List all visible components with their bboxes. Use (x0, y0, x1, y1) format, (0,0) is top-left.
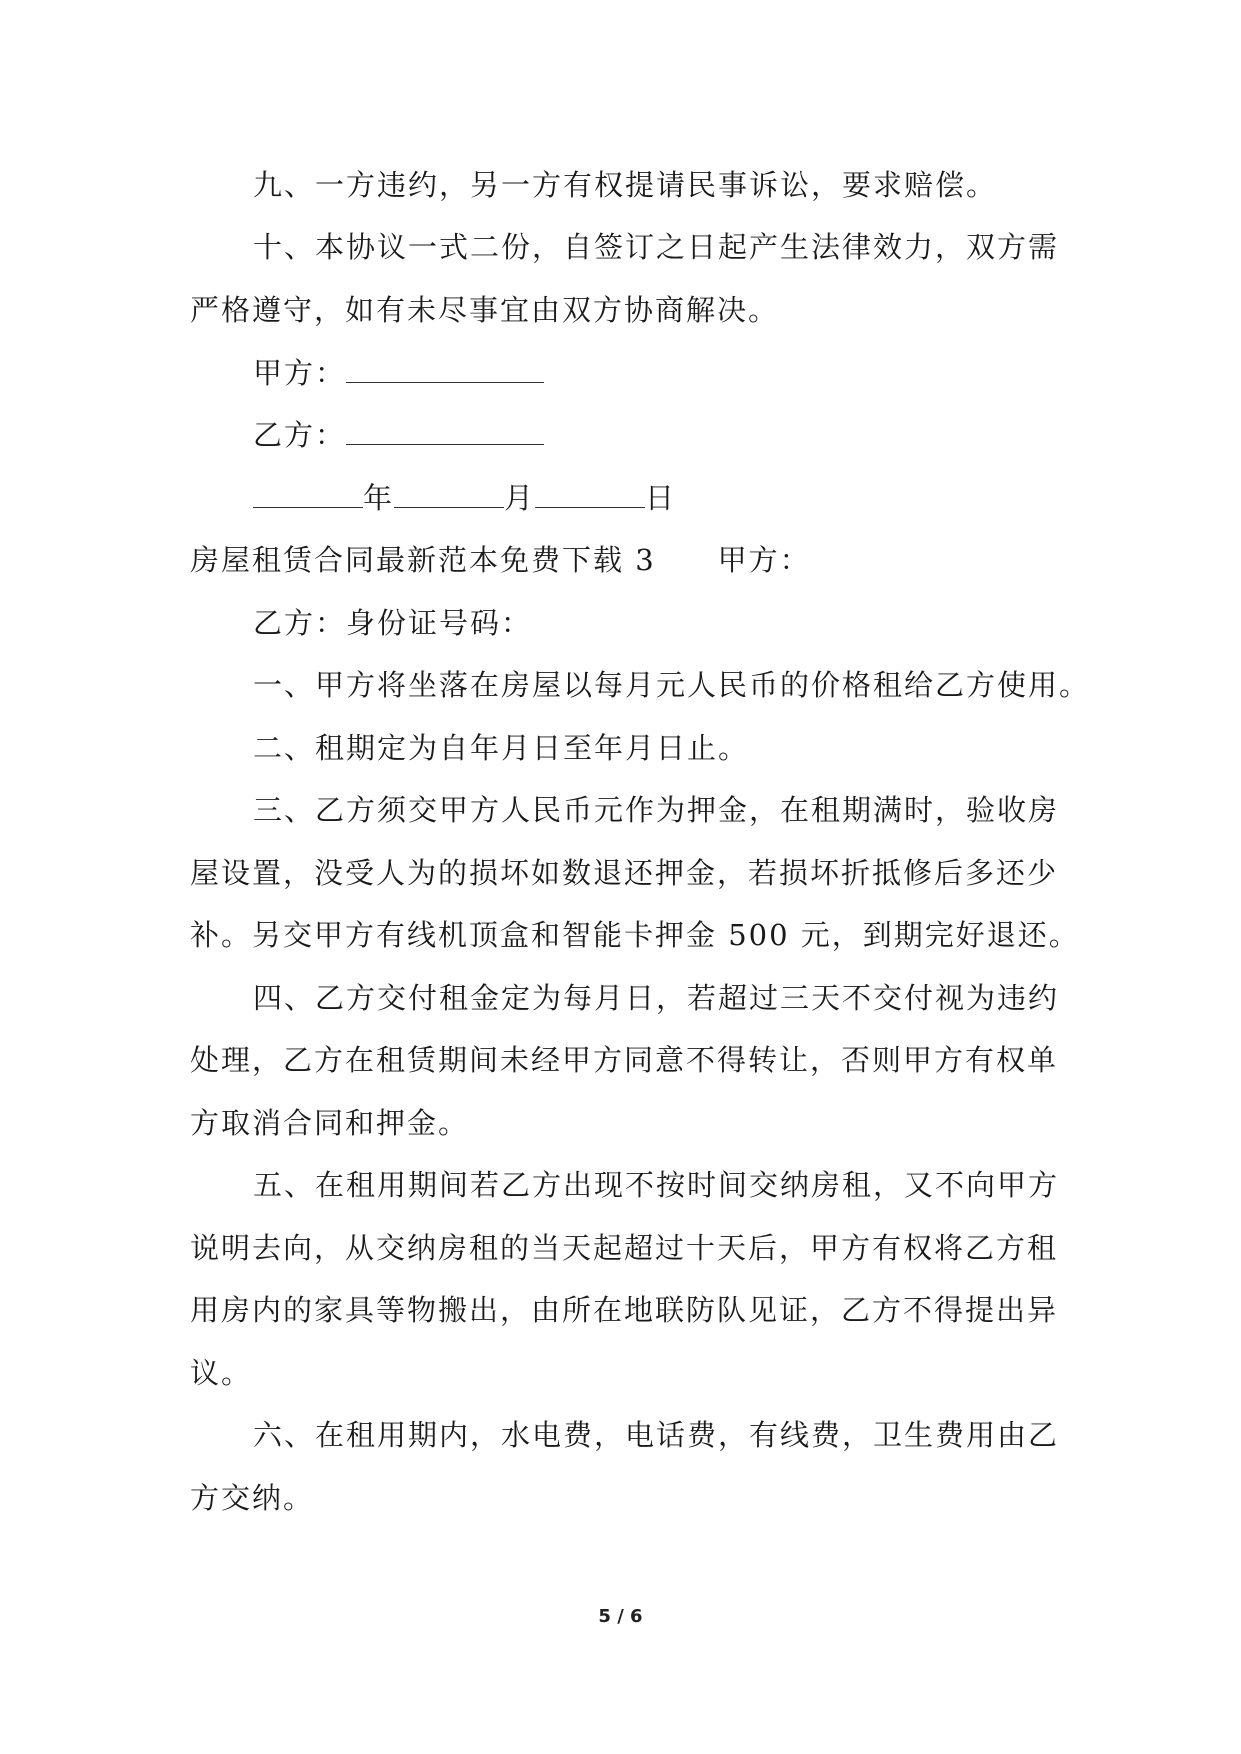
clause-10-line-2: 严格遵守，如有未尽事宜由双方协商解决。 (190, 293, 780, 327)
date-line (253, 481, 676, 515)
page-number: 5 / 6 (598, 1606, 643, 1627)
contract-title-line (190, 543, 811, 577)
clause-3-line-2: 屋设置，没受人为的损坏如数退还押金，若损坏折抵修后多还少 (190, 856, 1059, 890)
clause-4-line-2: 处理，乙方在租赁期间未经甲方同意不得转让，否则甲方有权单 (190, 1043, 1059, 1077)
contract-title: 房屋租赁合同最新范本免费下载 3 (190, 543, 656, 577)
year-label: 年 (363, 481, 395, 515)
clause-6-line-1: 六、在租用期内，水电费，电话费，有线费，卫生费用由乙 (253, 1418, 1060, 1452)
party-b-signature-line (253, 418, 544, 452)
party-b-blank (346, 420, 544, 445)
clause-6-line-2: 方交纳。 (190, 1481, 315, 1515)
year-blank (253, 483, 363, 508)
month-blank (394, 483, 504, 508)
party-b-label: 乙方： (253, 418, 347, 452)
month-label: 月 (504, 481, 536, 515)
clause-3-line-1: 三、乙方须交甲方人民币元作为押金，在租期满时，验收房 (253, 793, 1060, 827)
party-a-signature-line (253, 356, 544, 390)
clause-9: 九、一方违约，另一方有权提请民事诉讼，要求赔偿。 (253, 168, 998, 202)
clause-1: 一、甲方将坐落在房屋以每月元人民币的价格租给乙方使用。 (253, 668, 1091, 702)
party-b-id-line: 乙方：身份证号码： (253, 606, 533, 640)
clause-5-line-3: 用房内的家具等物搬出，由所在地联防队见证，乙方不得提出异 (190, 1293, 1059, 1327)
clause-3-line-3: 补。另交甲方有线机顶盒和智能卡押金 500 元，到期完好退还。 (190, 918, 1080, 952)
clause-4-line-1: 四、乙方交付租金定为每月日，若超过三天不交付视为违约 (253, 981, 1060, 1015)
day-blank (535, 483, 645, 508)
clause-10-line-1: 十、本协议一式二份，自签订之日起产生法律效力，双方需 (253, 230, 1060, 264)
clause-5-line-4: 议。 (190, 1356, 253, 1390)
clause-4-line-3: 方取消合同和押金。 (190, 1106, 470, 1140)
party-a-label: 甲方： (253, 356, 347, 390)
clause-5-line-2: 说明去向，从交纳房租的当天起超过十天后，甲方有权将乙方租 (190, 1231, 1059, 1265)
clause-5-line-1: 五、在租用期间若乙方出现不按时间交纳房租，又不向甲方 (253, 1168, 1060, 1202)
title-party-a-label: 甲方： (717, 543, 811, 577)
day-label: 日 (645, 481, 677, 515)
clause-2: 二、租期定为自年月日至年月日止。 (253, 731, 750, 765)
party-a-blank (346, 358, 544, 383)
